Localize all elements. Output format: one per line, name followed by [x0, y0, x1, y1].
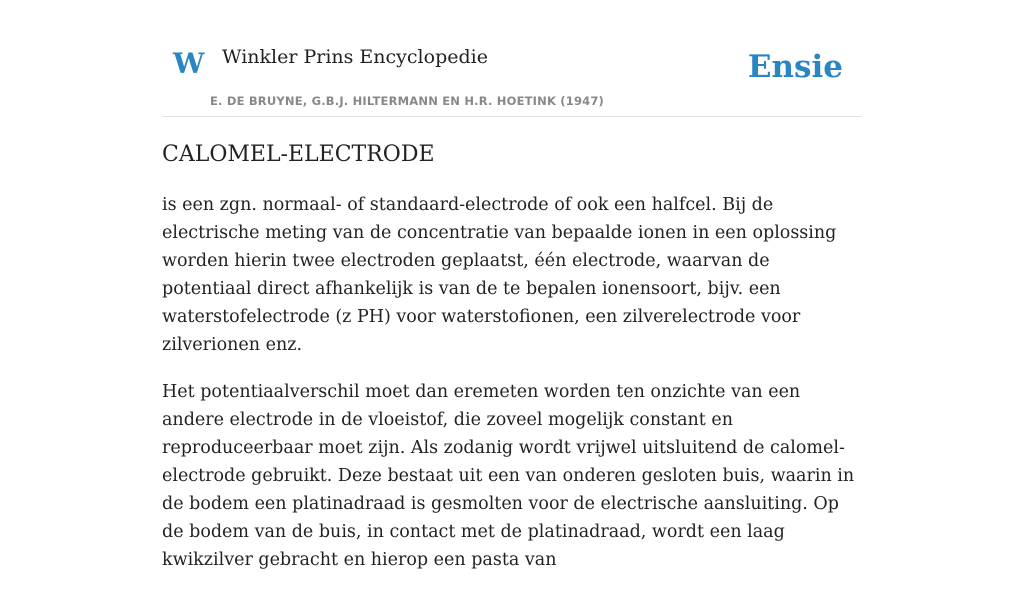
article	[162, 138, 862, 593]
article-paragraph: is een zgn. normaal- of standaard-electrode of ook een halfcel. Bij de electrische meting van de concentratie van bepaalde ionen in een oplossing worden hierin twee electroden geplaatst, één electrode, waarvan de potentiaal direct afhankelijk is van de te bepalen ionensoort, bijv. een waterstofelectrode (z PH) voor waterstofionen, een zilverelectrode voor zilverionen enz.	[162, 195, 837, 355]
article-title: CALOMEL-ELECTRODE	[162, 142, 435, 167]
publication-authors: E. DE BRUYNE, G.B.J. HILTERMANN EN H.R. HOETINK (1947)	[210, 94, 605, 108]
winkler-prins-logo[interactable]: W	[173, 47, 205, 80]
publication-title[interactable]: Winkler Prins Encyclopedie	[222, 46, 488, 68]
site-header	[162, 0, 862, 117]
ensie-logo[interactable]: Ensie	[747, 49, 843, 85]
article-paragraph: Het potentiaalverschil moet dan eremeten worden ten onzichte van een andere electrode in de vloeistof, die zoveel mogelijk constant en reproduceerbaar moet zijn. Als zodanig wordt vrijwel uitsluitend de calomel-electrode gebruikt. Deze bestaat uit een van onderen gesloten buis, waarin in de bodem een platinadraad is gesmolten voor de electrische aansluiting. Op de bodem van de buis, in contact met de platinadraad, wordt een laag kwikzilver gebracht en hierop een pasta van	[162, 382, 855, 570]
